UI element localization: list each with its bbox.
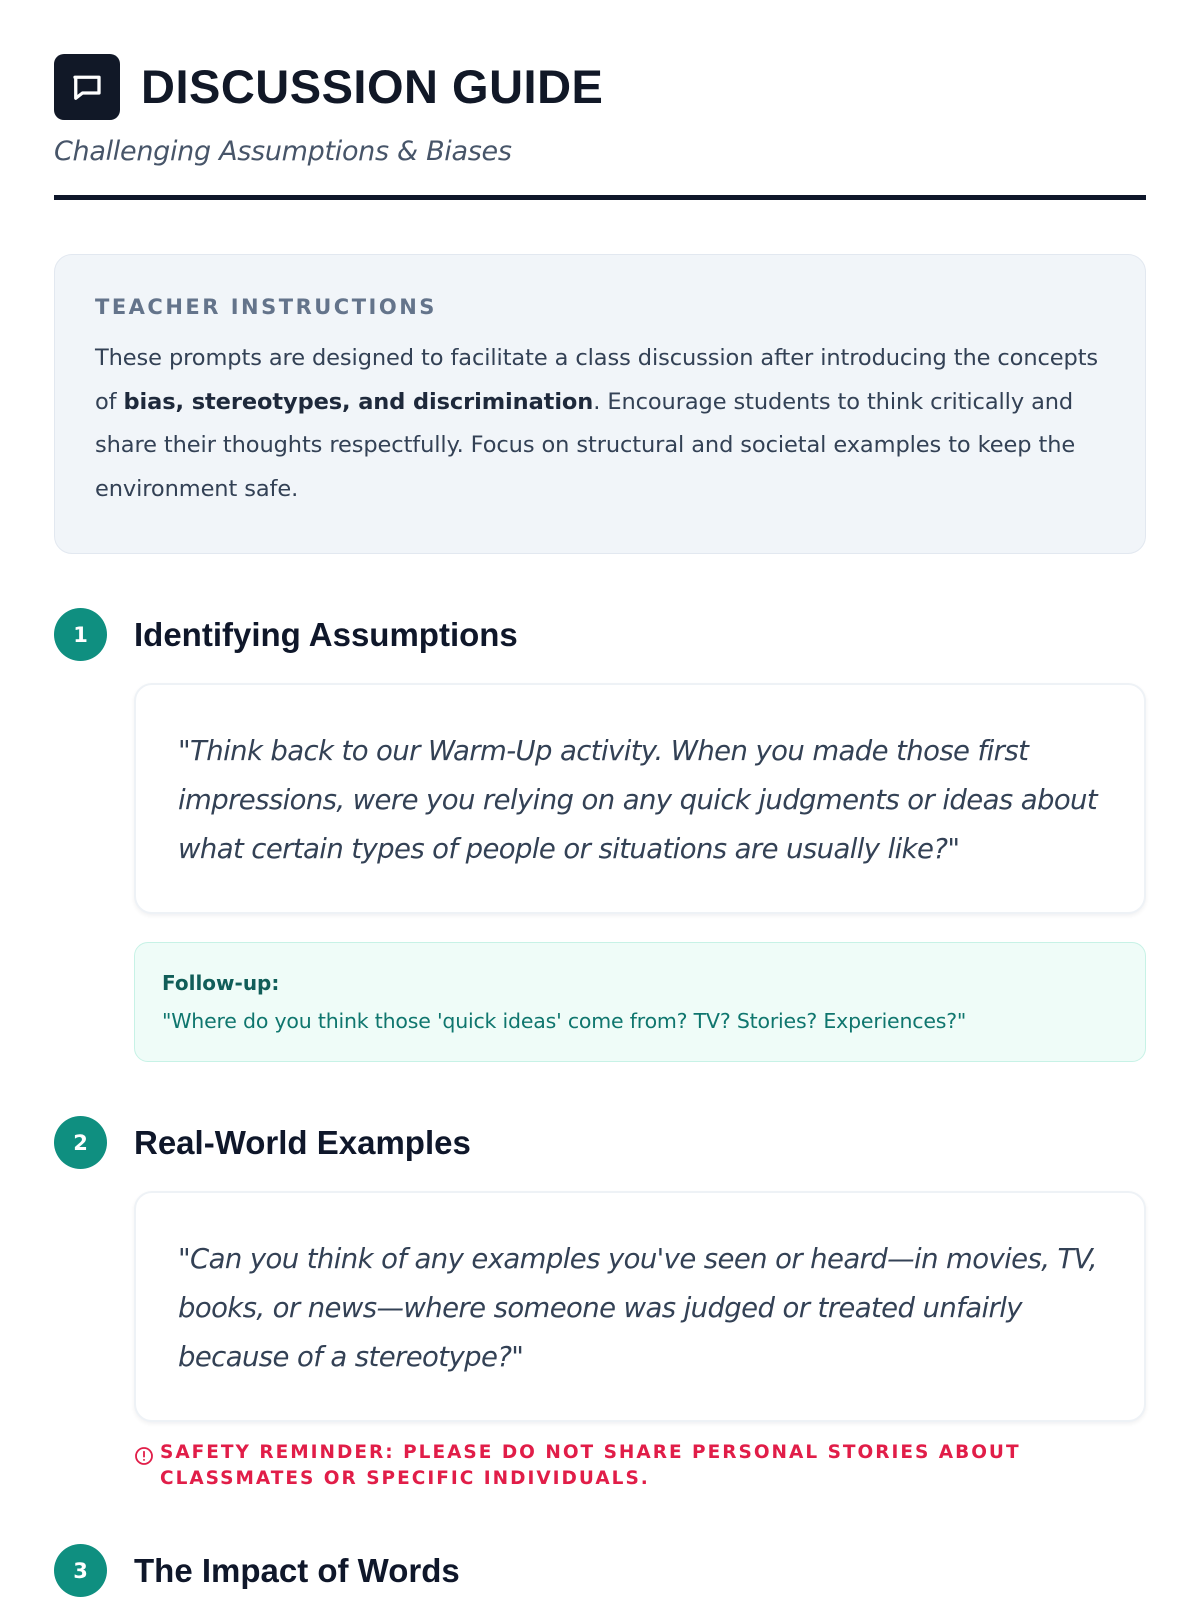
section-body xyxy=(134,683,1146,1062)
safety-reminder-text: SAFETY REMINDER: PLEASE DO NOT SHARE PERSONAL STORIES ABOUT CLASSMATES OR SPECIFIC INDIVIDUALS. xyxy=(160,1442,1021,1489)
section-title: Identifying Assumptions xyxy=(134,615,518,653)
section-number-badge: 3 xyxy=(54,1544,107,1597)
prompt-quote: "Think back to our Warm-Up activity. When you made those first impressions, were you relying on any quick judgments or ideas about what certain types of people or situations are usually like?" xyxy=(178,735,1098,865)
section-header xyxy=(54,1544,1146,1597)
page-subtitle: Challenging Assumptions & Biases xyxy=(54,136,512,167)
prompt-card xyxy=(134,683,1146,914)
section-title: The Impact of Words xyxy=(134,1551,460,1589)
header-divider xyxy=(54,195,1146,200)
section-real-world-examples xyxy=(54,1116,1146,1492)
section-body xyxy=(134,1191,1146,1492)
page-header xyxy=(54,0,1146,120)
instructions-text-end: . Encourage students to think critically and share their thoughts respectfully. Focus on structural and societal examples to keep the environment safe. xyxy=(95,388,1076,502)
page-title: DISCUSSION GUIDE xyxy=(141,60,604,113)
section-number-badge: 1 xyxy=(54,608,107,661)
section-title: Real-World Examples xyxy=(134,1123,471,1161)
safety-reminder xyxy=(134,1440,1146,1492)
teacher-instructions-box xyxy=(54,254,1146,554)
instructions-text-start: These prompts are designed to facilitate a class discussion after introducing the concepts of xyxy=(95,345,1099,415)
instructions-text xyxy=(95,337,1105,511)
instructions-key-terms: bias, stereotypes, and discrimination xyxy=(123,388,594,415)
alert-circle-icon xyxy=(134,1446,154,1470)
section-identifying-assumptions xyxy=(54,608,1146,1062)
prompt-card xyxy=(134,1191,1146,1422)
instructions-heading: TEACHER INSTRUCTIONS xyxy=(95,295,437,319)
followup-text: "Where do you think those 'quick ideas' come from? TV? Stories? Experiences?" xyxy=(162,1009,967,1033)
followup-box xyxy=(134,942,1146,1062)
section-number-badge: 2 xyxy=(54,1116,107,1169)
chat-bubble-icon xyxy=(54,54,120,120)
section-impact-of-words xyxy=(54,1544,1146,1597)
prompt-quote: "Can you think of any examples you've seen or heard—in movies, TV, books, or news—where someone was judged or treated unfairly because of a stereotype?" xyxy=(178,1243,1097,1373)
followup-label: Follow-up: xyxy=(162,971,280,995)
section-header xyxy=(54,1116,1146,1169)
section-header xyxy=(54,608,1146,661)
